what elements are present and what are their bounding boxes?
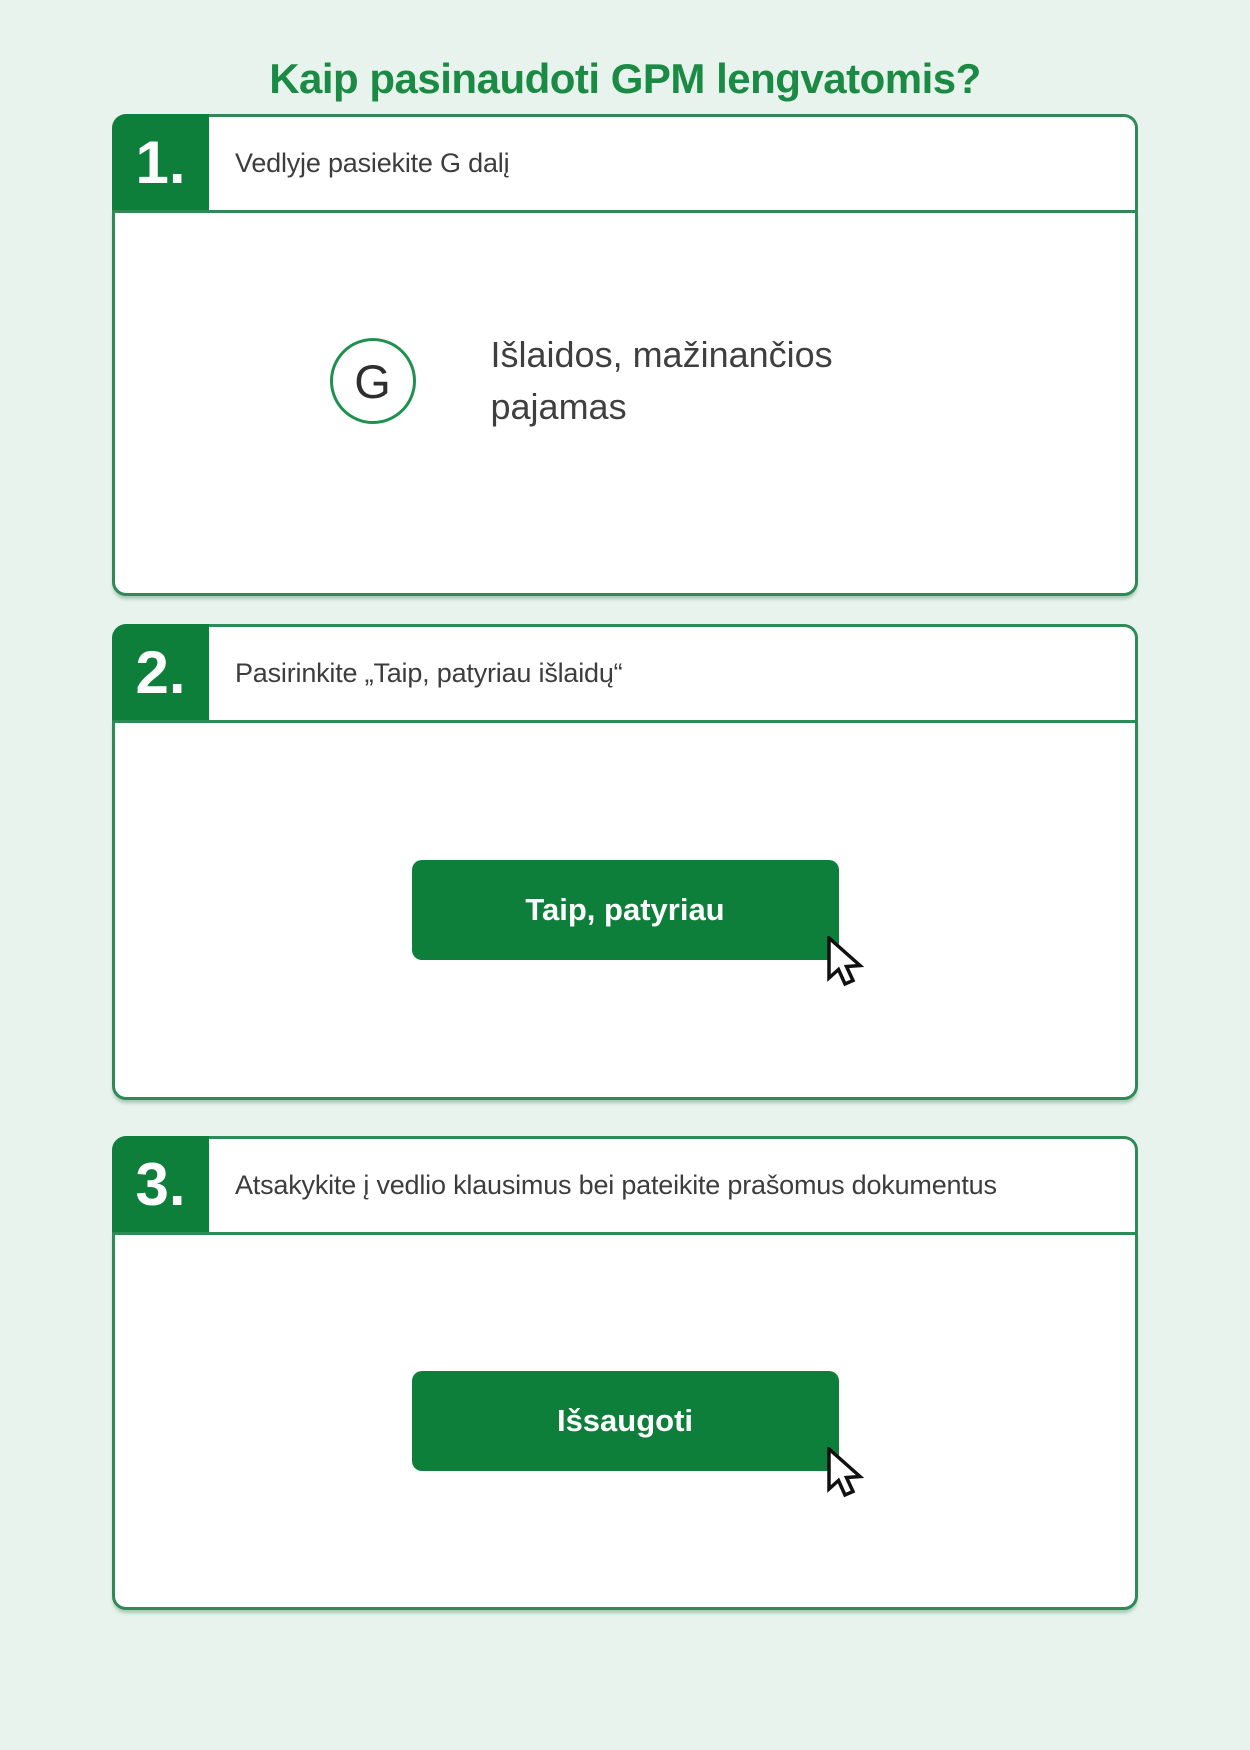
- step-2-header-text: Pasirinkite „Taip, patyriau išlaidų“: [209, 624, 1138, 720]
- issaugoti-button[interactable]: [412, 1371, 839, 1471]
- g-section-icon[interactable]: [330, 338, 416, 424]
- taip-patyriau-button[interactable]: [412, 860, 839, 960]
- g-section-label: Išlaidos, mažinančios pajamas: [490, 333, 833, 427]
- cursor-icon: [826, 1447, 872, 1505]
- g-section-icon-letter: G: [354, 354, 391, 408]
- step-1-body: [112, 210, 1138, 596]
- taip-patyriau-button-label: Taip, patyriau: [525, 892, 725, 927]
- step-2-header-row: [112, 624, 1138, 720]
- cursor-icon: [826, 936, 872, 994]
- step-3-number-badge: 3.: [112, 1136, 209, 1232]
- step-card-3: [112, 1136, 1138, 1610]
- g-section-row: [330, 329, 921, 433]
- step-card-1: [112, 114, 1138, 596]
- step-1-header-row: [112, 114, 1138, 210]
- step-2-number-badge: 2.: [112, 624, 209, 720]
- step-1-number-badge: 1.: [112, 114, 209, 210]
- step-card-2: [112, 624, 1138, 1100]
- step-3-header-text: Atsakykite į vedlio klausimus bei pateikite prašomus dokumentus: [209, 1136, 1138, 1232]
- issaugoti-button-label: Išsaugoti: [556, 1403, 694, 1438]
- step-3-header-row: [112, 1136, 1138, 1232]
- step-3-body: [112, 1232, 1138, 1610]
- step-2-body: [112, 720, 1138, 1100]
- page-title: Kaip pasinaudoti GPM lengvatomis?: [269, 55, 981, 102]
- step-1-header-text: Vedlyje pasiekite G dalį: [209, 114, 1138, 210]
